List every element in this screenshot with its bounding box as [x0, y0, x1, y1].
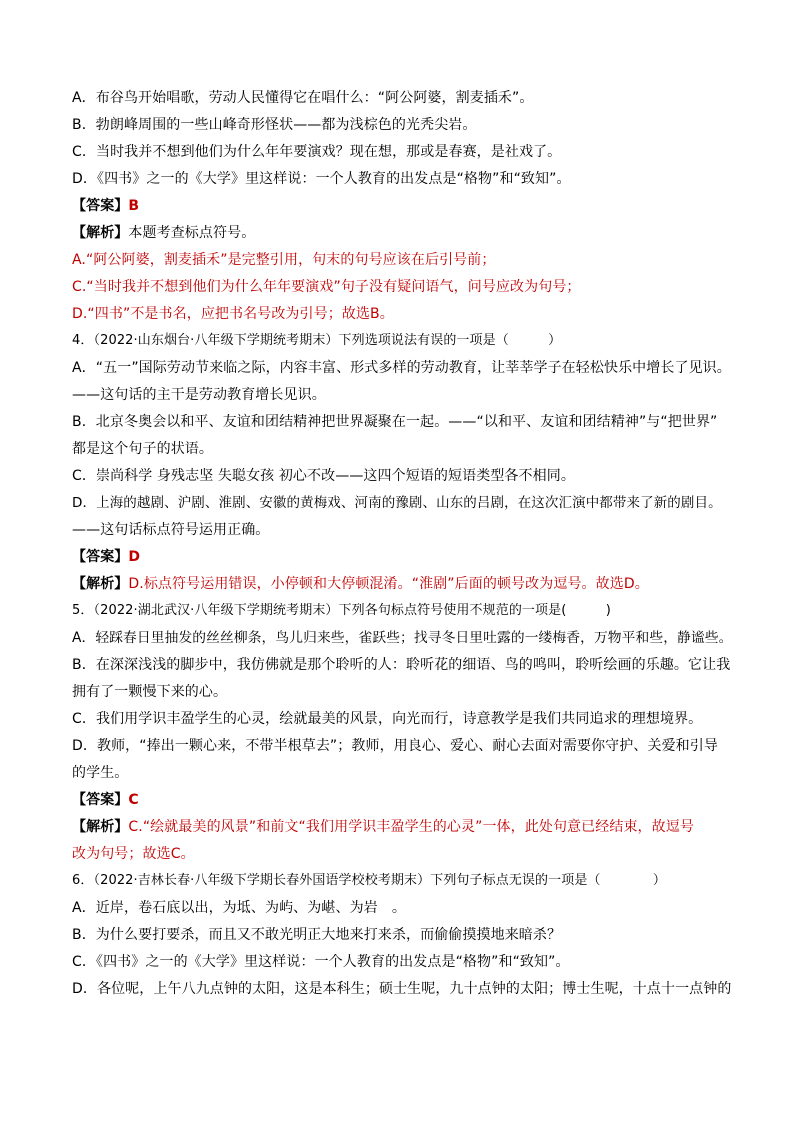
analysis-text: 本题考查标点符号。: [128, 225, 256, 241]
q5-analysis: [72, 817, 732, 837]
q3-analysis-c: C.“当时我并不想到他们为什么年年要演戏”句子没有疑问语气，问号应改为句号；: [72, 279, 581, 295]
q5-answer: [72, 790, 732, 810]
q3-analysis: [72, 223, 732, 243]
q5-option-a: A．轻踩春日里抽发的丝丝柳条，鸟儿归来些，雀跃些；找寻冬日里吐露的一缕梅香，万物平和些，静谧些。: [72, 630, 733, 646]
q3-answer: [72, 196, 732, 216]
q3-option-a: A．布谷鸟开始唱歌，劳动人民懂得它在唱什么：“阿公阿婆，割麦插禾”。: [72, 90, 534, 106]
answer-value: C: [128, 792, 139, 808]
analysis-text: C.“绘就最美的风景”和前文“我们用学识丰盈学生的心灵”一体，此处句意已经结束，故逗号: [128, 819, 694, 835]
q3-option-d: D．《四书》之一的《大学》里这样说：一个人教育的出发点是“格物”和“致知”。: [72, 171, 571, 187]
q4-option-a: A．“五一”国际劳动节来临之际，内容丰富、形式多样的劳动教育，让莘莘学子在轻松快乐中增长了见识。: [72, 360, 731, 376]
q5-option-b: B．在深深浅浅的脚步中，我仿佛就是那个聆听的人：聆听花的细语、鸟的鸣叫，聆听绘画的乐趣。它让我: [72, 657, 731, 673]
analysis-tag: 【解析】: [72, 225, 129, 241]
answer-value: B: [128, 198, 140, 214]
q3-option-b: B．勃朗峰周围的一些山峰奇形怪状——都为浅棕色的光秃尖岩。: [72, 117, 477, 133]
q5-head: 5．（2022·湖北武汉·八年级下学期统考期末）下列各句标点符号使用不规范的一项是( ): [72, 603, 611, 618]
q4-option-a-cont: ——这句话的主干是劳动教育增长见识。: [72, 387, 326, 403]
q3-analysis-a: A.“阿公阿婆，割麦插禾”是完整引用，句末的句号应该在后引号前；: [72, 252, 496, 268]
q4-option-b: B．北京冬奥会以和平、友谊和团结精神把世界凝聚在一起。——“以和平、友谊和团结精神”与“把世界”: [72, 414, 718, 430]
q6-option-b: B．为什么要打要杀，而且又不敢光明正大地来打来杀，而偷偷摸摸地来暗杀？: [72, 927, 562, 943]
q5-option-b-cont: 拥有了一颗慢下来的心。: [72, 684, 228, 700]
answer-tag: 【答案】: [72, 198, 129, 214]
analysis-tag: 【解析】: [72, 819, 129, 835]
q5-analysis-cont: 改为句号；故选C。: [72, 846, 195, 862]
q4-answer: [72, 547, 732, 567]
q3-analysis-d: D.“四书”不是书名，应把书名号改为引号；故选B。: [72, 306, 394, 322]
answer-tag: 【答案】: [72, 549, 129, 565]
document-page: [72, 88, 732, 1006]
q4-head: 4．（2022·山东烟台·八年级下学期统考期末）下列选项说法有误的一项是（ ）: [72, 333, 562, 348]
q3-option-c: C．当时我并不想到他们为什么年年要演戏？现在想，那或是春赛，是社戏了。: [72, 144, 562, 160]
q5-option-d: D．教师，“捧出一颗心来，不带半根草去”；教师，用良心、爱心、耐心去面对需要你守护、关爱和引导: [72, 738, 718, 754]
q4-option-d: D．上海的越剧、沪剧、淮剧、安徽的黄梅戏、河南的豫剧、山东的吕剧，在这次汇演中都带来了新的剧目。: [72, 495, 722, 511]
answer-value: D: [128, 549, 141, 565]
q4-option-d-cont: ——这句话标点符号运用正确。: [72, 522, 270, 538]
answer-tag: 【答案】: [72, 792, 129, 808]
q4-option-c: C．崇尚科学 身残志坚 失聪女孩 初心不改——这四个短语的短语类型各不相同。: [72, 468, 575, 484]
q6-option-c: C．《四书》之一的《大学》里这样说：一个人教育的出发点是“格物”和“致知”。: [72, 954, 570, 970]
analysis-tag: 【解析】: [72, 576, 129, 592]
q5-option-d-cont: 的学生。: [72, 765, 129, 781]
q6-option-d: D．各位呢，上午八九点钟的太阳，这是本科生；硕士生呢，九十点钟的太阳；博士生呢，十点十一点钟的: [72, 981, 732, 997]
q4-option-b-cont: 都是这个句子的状语。: [72, 441, 213, 457]
q4-analysis: [72, 574, 732, 594]
analysis-text: D.标点符号运用错误，小停顿和大停顿混淆。“淮剧”后面的顿号改为逗号。故选D。: [128, 576, 649, 592]
q5-option-c: C．我们用学识丰盈学生的心灵，绘就最美的风景，向光而行，诗意教学是我们共同追求的理想境界。: [72, 711, 703, 727]
q6-head: 6．（2022·吉林长春·八年级下学期长春外国语学校校考期末）下列句子标点无误的一项是（ ）: [72, 873, 667, 888]
q6-option-a: A．近岸，卷石底以出，为坻、为屿、为嵁、为岩 。: [72, 900, 406, 916]
